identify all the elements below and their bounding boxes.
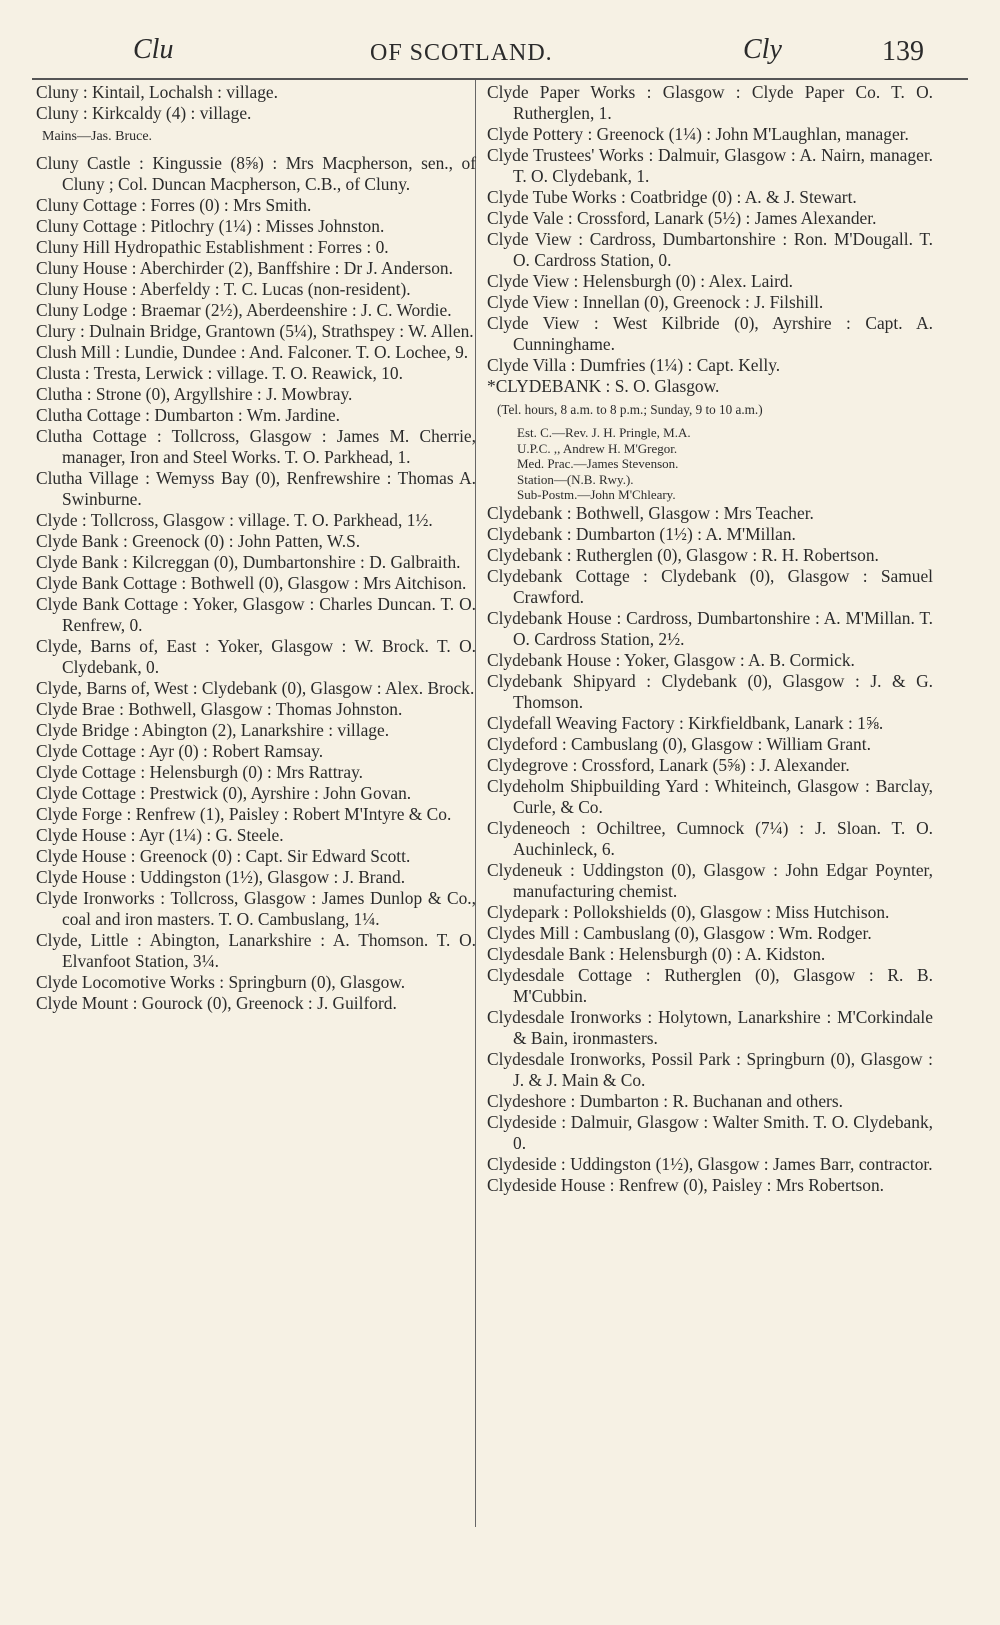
gazetteer-entry: Clyde Locomotive Works : Springburn (0), Glasgow. bbox=[36, 972, 406, 992]
gazetteer-entry: Clury : Dulnain Bridge, Grantown (5¼), Strathspey : W. Allen. bbox=[36, 321, 474, 341]
gazetteer-entry: Clyde Ironworks : Tollcross, Glasgow : James Dunlop & Co., coal and iron masters. T. O. Cambuslang, 1¼. bbox=[36, 888, 476, 929]
gazetteer-entry: Cluny Lodge : Braemar (2½), Aberdeenshire : J. C. Wordie. bbox=[36, 300, 452, 320]
gazetteer-entry: Clyde Trustees' Works : Dalmuir, Glasgow : A. Nairn, manager. T. O. Clydebank, 1. bbox=[487, 145, 933, 186]
gazetteer-entry: Cluny House : Aberchirder (2), Banffshire : Dr J. Anderson. bbox=[36, 258, 453, 278]
gazetteer-entry: Clyde Brae : Bothwell, Glasgow : Thomas Johnston. bbox=[36, 699, 403, 719]
gazetteer-entry: Clydeneoch : Ochiltree, Cumnock (7¼) : J. Sloan. T. O. Auchinleck, 6. bbox=[487, 817, 933, 859]
gazetteer-entry: Clydeside : Dalmuir, Glasgow : Walter Smith. T. O. Clydebank, 0. bbox=[487, 1111, 933, 1153]
gazetteer-entry: Clusta : Tresta, Lerwick : village. T. O. Reawick, 10. bbox=[36, 363, 403, 383]
gazetteer-entry: Cluny Cottage : Pitlochry (1¼) : Misses Johnston. bbox=[36, 216, 385, 236]
gazetteer-entry: Clydepark : Pollokshields (0), Glasgow : Miss Hutchison. bbox=[487, 901, 890, 922]
gazetteer-entry: Clush Mill : Lundie, Dundee : And. Falconer. T. O. Lochee, 9. bbox=[36, 342, 469, 362]
gazetteer-entry: Clydesdale Ironworks, Possil Park : Springburn (0), Glasgow : J. & J. Main & Co. bbox=[487, 1048, 933, 1090]
gazetteer-entry: Clyde Forge : Renfrew (1), Paisley : Robert M'Intyre & Co. bbox=[36, 804, 452, 824]
gazetteer-entry: Clyde Villa : Dumfries (1¼) : Capt. Kelly. bbox=[487, 355, 781, 375]
gazetteer-entry: Clydebank House : Cardross, Dumbartonshire : A. M'Millan. T. O. Cardross Station, 2½. bbox=[487, 607, 933, 649]
gazetteer-entry: Clyde, Barns of, West : Clydebank (0), Glasgow : Alex. Brock. bbox=[36, 678, 475, 698]
gazetteer-entry: Clyde Cottage : Prestwick (0), Ayrshire : John Govan. bbox=[36, 783, 412, 803]
gazetteer-entry: Clydegrove : Crossford, Lanark (5⅝) : J. Alexander. bbox=[487, 754, 850, 775]
gazetteer-entry: Clydeside : Uddingston (1½), Glasgow : James Barr, contractor. bbox=[487, 1153, 933, 1174]
left-column bbox=[36, 82, 476, 1014]
gazetteer-entry: Clydebank House : Yoker, Glasgow : A. B. Cormick. bbox=[487, 649, 855, 670]
gazetteer-entry: *CLYDEBANK : S. O. Glasgow. bbox=[487, 376, 720, 396]
gazetteer-entry: Clydebank : Rutherglen (0), Glasgow : R. H. Robertson. bbox=[487, 544, 879, 565]
gazetteer-entry: (Tel. hours, 8 a.m. to 8 p.m.; Sunday, 9 to 10 a.m.) bbox=[497, 402, 763, 417]
gazetteer-entry: Clydeside House : Renfrew (0), Paisley : Mrs Robertson. bbox=[487, 1174, 885, 1195]
header-rule bbox=[32, 78, 968, 80]
header-right-keyword: Cly bbox=[743, 34, 782, 65]
right-column bbox=[487, 82, 933, 1196]
gazetteer-entry: Clyde House : Uddingston (1½), Glasgow : J. Brand. bbox=[36, 867, 406, 887]
gazetteer-entry: Clydesdale Ironworks : Holytown, Lanarkshire : M'Corkindale & Bain, ironmasters. bbox=[487, 1006, 933, 1048]
gazetteer-entry: Clutha Cottage : Dumbarton : Wm. Jardine. bbox=[36, 405, 340, 425]
gazetteer-entry: Mains—Jas. Bruce. bbox=[42, 129, 153, 144]
header-left-keyword: Clu bbox=[133, 34, 174, 65]
gazetteer-entry: Clydesdale Cottage : Rutherglen (0), Glasgow : R. B. M'Cubbin. bbox=[487, 964, 933, 1006]
gazetteer-entry: Clyde Tube Works : Coatbridge (0) : A. & J. Stewart. bbox=[487, 187, 857, 207]
gazetteer-entry: Clyde Cottage : Helensburgh (0) : Mrs Rattray. bbox=[36, 762, 363, 782]
gazetteer-entry: Clydebank : Bothwell, Glasgow : Mrs Teacher. bbox=[487, 502, 814, 523]
gazetteer-entry: Clyde View : West Kilbride (0), Ayrshire : Capt. A. Cunninghame. bbox=[487, 313, 933, 354]
gazetteer-entry: Clyde House : Greenock (0) : Capt. Sir Edward Scott. bbox=[36, 846, 411, 866]
gazetteer-entry: Clyde, Little : Abington, Lanarkshire : A. Thomson. T. O. Elvanfoot Station, 3¼. bbox=[36, 930, 476, 971]
gazetteer-entry: Clydebank Shipyard : Clydebank (0), Glasgow : J. & G. Thomson. bbox=[487, 670, 933, 712]
gazetteer-entry: Clydeford : Cambuslang (0), Glasgow : William Grant. bbox=[487, 733, 871, 754]
gazetteer-entry: Clydeneuk : Uddingston (0), Glasgow : John Edgar Poynter, manufacturing chemist. bbox=[487, 859, 933, 901]
gazetteer-entry: Cluny : Kirkcaldy (4) : village. bbox=[36, 103, 252, 123]
gazetteer-entry: Clydebank : Dumbarton (1½) : A. M'Millan. bbox=[487, 523, 796, 544]
gazetteer-entry: Clyde Vale : Crossford, Lanark (5½) : James Alexander. bbox=[487, 208, 877, 228]
gazetteer-entry: Clydefall Weaving Factory : Kirkfieldbank, Lanark : 1⅝. bbox=[487, 712, 884, 733]
gazetteer-entry: Clyde Cottage : Ayr (0) : Robert Ramsay. bbox=[36, 741, 324, 761]
gazetteer-entry: Clyde : Tollcross, Glasgow : village. T. O. Parkhead, 1½. bbox=[36, 510, 433, 530]
gazetteer-entry: Clydesdale Bank : Helensburgh (0) : A. Kidston. bbox=[487, 943, 826, 964]
gazetteer-entry: Sub-Postm.—John M'Chleary. bbox=[517, 487, 676, 502]
gazetteer-entry: Cluny Hill Hydropathic Establishment : Forres : 0. bbox=[36, 237, 389, 257]
gazetteer-entry: Clyde, Barns of, East : Yoker, Glasgow : W. Brock. T. O. Clydebank, 0. bbox=[36, 636, 476, 677]
gazetteer-entry: Clyde Bank : Greenock (0) : John Patten, W.S. bbox=[36, 531, 361, 551]
gazetteer-entry: Clyde House : Ayr (1¼) : G. Steele. bbox=[36, 825, 284, 845]
gazetteer-entry: Clyde View : Helensburgh (0) : Alex. Laird. bbox=[487, 271, 793, 291]
gazetteer-entry: Est. C.—Rev. J. H. Pringle, M.A. bbox=[517, 425, 691, 440]
header-title: OF SCOTLAND. bbox=[370, 40, 553, 66]
gazetteer-entry: Clyde Mount : Gourock (0), Greenock : J. Guilford. bbox=[36, 993, 397, 1013]
page-number: 139 bbox=[882, 36, 924, 67]
gazetteer-entry: Clutha Cottage : Tollcross, Glasgow : James M. Cherrie, manager, Iron and Steel Works. T. O. Parkhead, 1. bbox=[36, 426, 476, 467]
gazetteer-entry: Clydeshore : Dumbarton : R. Buchanan and others. bbox=[487, 1090, 843, 1111]
gazetteer-entry: Clyde View : Innellan (0), Greenock : J. Filshill. bbox=[487, 292, 824, 312]
gazetteer-entry: U.P.C. ,, Andrew H. M'Gregor. bbox=[517, 440, 678, 456]
gazetteer-entry: Clyde Paper Works : Glasgow : Clyde Paper Co. T. O. Rutherglen, 1. bbox=[487, 82, 933, 123]
gazetteer-entry: Clyde View : Cardross, Dumbartonshire : Ron. M'Dougall. T. O. Cardross Station, 0. bbox=[487, 229, 933, 270]
gazetteer-entry: Cluny Cottage : Forres (0) : Mrs Smith. bbox=[36, 195, 312, 215]
gazetteer-entry: Clutha : Strone (0), Argyllshire : J. Mowbray. bbox=[36, 384, 353, 404]
gazetteer-entry: Station—(N.B. Rwy.). bbox=[517, 471, 634, 487]
gazetteer-entry: Cluny : Kintail, Lochalsh : village. bbox=[36, 82, 278, 102]
gazetteer-entry: Clyde Pottery : Greenock (1¼) : John M'Laughlan, manager. bbox=[487, 124, 909, 144]
gazetteer-entry: Clyde Bank : Kilcreggan (0), Dumbartonshire : D. Galbraith. bbox=[36, 552, 461, 572]
gazetteer-entry: Clutha Village : Wemyss Bay (0), Renfrewshire : Thomas A. Swinburne. bbox=[36, 468, 476, 509]
gazetteer-entry: Clydes Mill : Cambuslang (0), Glasgow : Wm. Rodger. bbox=[487, 922, 872, 943]
gazetteer-entry: Clyde Bank Cottage : Yoker, Glasgow : Charles Duncan. T. O. Renfrew, 0. bbox=[36, 594, 476, 635]
gazetteer-entry: Clyde Bank Cottage : Bothwell (0), Glasgow : Mrs Aitchison. bbox=[36, 573, 467, 593]
gazetteer-entry: Cluny Castle : Kingussie (8⅝) : Mrs Macpherson, sen., of Cluny ; Col. Duncan Macpherson, C.B., of Cluny. bbox=[36, 153, 476, 194]
gazetteer-entry: Clydeholm Shipbuilding Yard : Whiteinch, Glasgow : Barclay, Curle, & Co. bbox=[487, 775, 933, 817]
gazetteer-entry: Med. Prac.—James Stevenson. bbox=[517, 456, 679, 471]
gazetteer-entry: Clydebank Cottage : Clydebank (0), Glasgow : Samuel Crawford. bbox=[487, 565, 933, 607]
gazetteer-entry: Clyde Bridge : Abington (2), Lanarkshire : village. bbox=[36, 720, 390, 740]
page-header bbox=[0, 0, 1000, 80]
gazetteer-entry: Cluny House : Aberfeldy : T. C. Lucas (non-resident). bbox=[36, 279, 411, 299]
